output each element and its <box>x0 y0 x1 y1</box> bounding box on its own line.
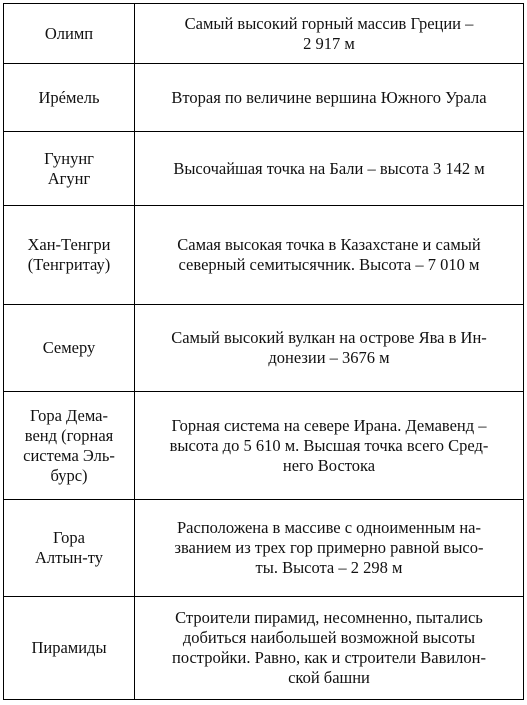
mountain-description-cell <box>135 500 524 597</box>
table-row <box>4 500 524 597</box>
mountain-name: Гунунг <box>44 148 94 168</box>
mountain-name-cell <box>4 4 135 64</box>
table-row <box>4 392 524 500</box>
table-row <box>4 132 524 206</box>
mountain-name: Ирéмель <box>38 87 100 107</box>
description-line: Самая высокая точка в Казахстане и самый <box>177 235 481 254</box>
mountain-name: система Эль- <box>23 445 115 465</box>
description-line: Самый высокий вулкан на острове Ява в Ин- <box>171 328 487 347</box>
description-line: ты. Высота – 2 298 м <box>255 558 403 577</box>
description-line: Вторая по величине вершина Южного Урала <box>171 87 487 107</box>
mountain-name: венд (горная <box>24 425 114 445</box>
description-line: 2 917 м <box>303 33 355 53</box>
table-row <box>4 64 524 132</box>
mountain-description-cell <box>135 392 524 500</box>
mountain-name-cell <box>4 305 135 392</box>
mountain-name-cell <box>4 500 135 597</box>
description-line: ской башни <box>288 668 370 687</box>
description-line: постройки. Равно, как и строители Вавилон- <box>171 648 486 667</box>
mountain-name: Пирамиды <box>31 638 107 657</box>
mountain-name: Гора <box>53 528 85 547</box>
mountain-name-cell <box>4 392 135 500</box>
table-row <box>4 4 524 64</box>
table-row <box>4 206 524 305</box>
description-line: Расположена в массиве с одноименным на- <box>177 518 481 537</box>
mountain-name: Семеру <box>42 338 96 357</box>
mountain-name-cell <box>4 64 135 132</box>
mountains-table <box>3 3 524 700</box>
mountain-name: Хан-Тенгри <box>27 235 111 254</box>
mountain-name: Алтын-ту <box>34 548 103 567</box>
description-line: донезии – 3676 м <box>268 348 390 367</box>
mountain-name: (Тенгритау) <box>27 255 111 274</box>
mountain-description-cell <box>135 4 524 64</box>
mountain-name: бурс) <box>50 465 88 485</box>
description-line: северный семитысячник. Высота – 7 010 м <box>178 255 480 274</box>
mountain-description-cell <box>135 64 524 132</box>
description-line: Высочайшая точка на Бали – высота 3 142 м <box>173 158 485 178</box>
mountain-name-cell <box>4 206 135 305</box>
mountain-description-cell <box>135 305 524 392</box>
description-line: Горная система на севере Ирана. Демавенд – <box>171 415 487 435</box>
table-row <box>4 597 524 700</box>
mountain-name: Олимп <box>44 23 94 43</box>
description-line: Самый высокий горный массив Греции – <box>184 13 474 33</box>
mountain-name: Агунг <box>47 168 91 188</box>
description-line: званием из трех гор примерно равной высо- <box>174 538 484 557</box>
table-row <box>4 305 524 392</box>
mountain-name-cell <box>4 132 135 206</box>
mountain-description-cell <box>135 206 524 305</box>
mountain-description-cell <box>135 597 524 700</box>
description-line: него Востока <box>282 455 376 475</box>
description-line: добиться наибольшей возможной высоты <box>182 628 476 647</box>
mountain-description-cell <box>135 132 524 206</box>
description-line: Строители пирамид, несомненно, пытались <box>175 608 483 627</box>
description-line: высота до 5 610 м. Высшая точка всего Сред- <box>169 435 489 455</box>
mountain-name: Гора Дема- <box>30 405 108 425</box>
mountain-name-cell <box>4 597 135 700</box>
